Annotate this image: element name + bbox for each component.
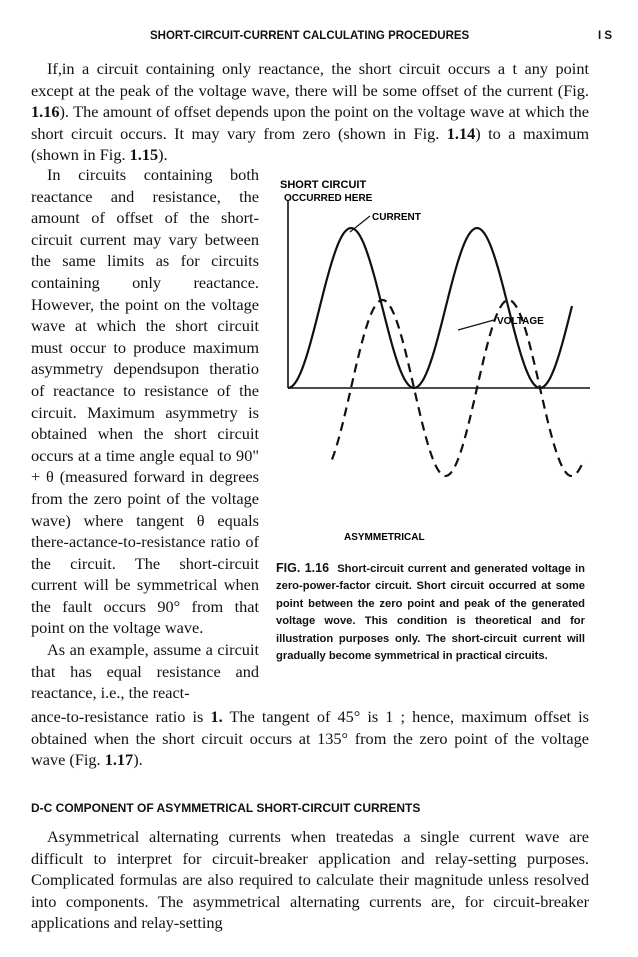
current-waveform <box>288 228 572 388</box>
label-asymmetrical: ASYMMETRICAL <box>344 532 425 543</box>
waveform-diagram <box>272 172 592 552</box>
fig-ref-1-14: 1.14 <box>446 123 476 143</box>
continuation-text-1: ance-to-resistance ratio is <box>31 707 211 726</box>
caption-number: FIG. 1.16 <box>276 561 330 575</box>
intro-text-3: ) to a maximum (shown in Fig. <box>31 123 589 165</box>
intro-text-1: If,in a circuit containing only reactance, the short circuit occurs a t any point except at the peak of the voltage wave, there will be some offset of the current (Fig. <box>31 59 589 100</box>
intro-text-2: ). The amount of offset depends upon the point on the voltage wave at which the short circuit occurs. It may vary from zero (shown in Fig. <box>31 102 589 143</box>
running-header <box>0 30 638 48</box>
continuation-text-3: ). <box>133 750 143 770</box>
intro-text-4: ). <box>158 145 168 165</box>
current-leader-line <box>350 216 370 232</box>
left-column-text <box>31 164 259 704</box>
label-short-circuit: SHORT CIRCUIT <box>280 179 367 191</box>
running-title: SHORT-CIRCUIT-CURRENT CALCULATING PROCEDURES <box>150 30 470 42</box>
continuation-text-2: The tangent of 45° is 1 ; hence, maximum offset is obtained when the short circuit occurs at 135° from the zero point of the voltage wave (Fig. <box>31 707 589 770</box>
label-occurred-here: OCCURRED HERE <box>284 193 373 204</box>
section-body <box>31 826 589 934</box>
figure-1-16 <box>272 172 592 552</box>
voltage-leader-line <box>458 320 494 330</box>
fig-ref-1-17: 1.17 <box>104 750 134 770</box>
section-heading: D-C COMPONENT OF ASYMMETRICAL SHORT-CIRCUIT CURRENTS <box>31 801 421 815</box>
left-paragraph-2: As an example, assume a circuit that has equal resistance and reactance, i.e., the react- <box>31 640 259 703</box>
section-body-text: Asymmetrical alternating currents when treatedas a single current wave are difficult to interpret for circuit-breaker application and relay-setting purposes. Complicated formulas are also required to calculate their magnitude unless resolved into components. The asymmetrical alternating currents are, for circuit-breaker applications and relay-setting <box>31 827 589 933</box>
label-voltage: VOLTAGE <box>497 316 544 327</box>
label-current: CURRENT <box>372 212 421 223</box>
left-paragraph-1: In circuits containing both reactance and resistance, the amount of offset of the short-circuit current may vary between the same limits as for circuits containing only reactance. However, the point on the voltage wave at which the short circuit must occur to produce maximum asymmetry dependsupon theratio of reactance to resistance of the circuit. Maximum asymmetry is obtained when the short circuit occurs at a time angle equal to 90" + θ (measured forward in degrees from the zero point of the voltage wave) where tangent θ equals there-actance-to-resistance ratio of the circuit. The short-circuit current will be symmetrical when the fault occurs 90° from that point on the voltage wave. <box>31 165 259 638</box>
caption-text: Short-circuit current and generated voltage in zero-power-factor circuit. Short circuit occurred at some point between the zero point and peak of the generated voltage wove. This condition is theoretical and for illustration purposes only. The short-circuit current will gradually become symmetrical in practical circuits. <box>276 563 586 663</box>
continuation-paragraph <box>31 706 589 771</box>
intro-paragraph <box>31 58 589 166</box>
fig-ref-1-16: 1.16 <box>31 102 60 122</box>
ratio-value: 1. <box>210 707 223 726</box>
fig-ref-1-15: 1.15 <box>129 145 159 165</box>
page-folio: I S <box>597 30 612 42</box>
figure-caption <box>276 560 585 665</box>
